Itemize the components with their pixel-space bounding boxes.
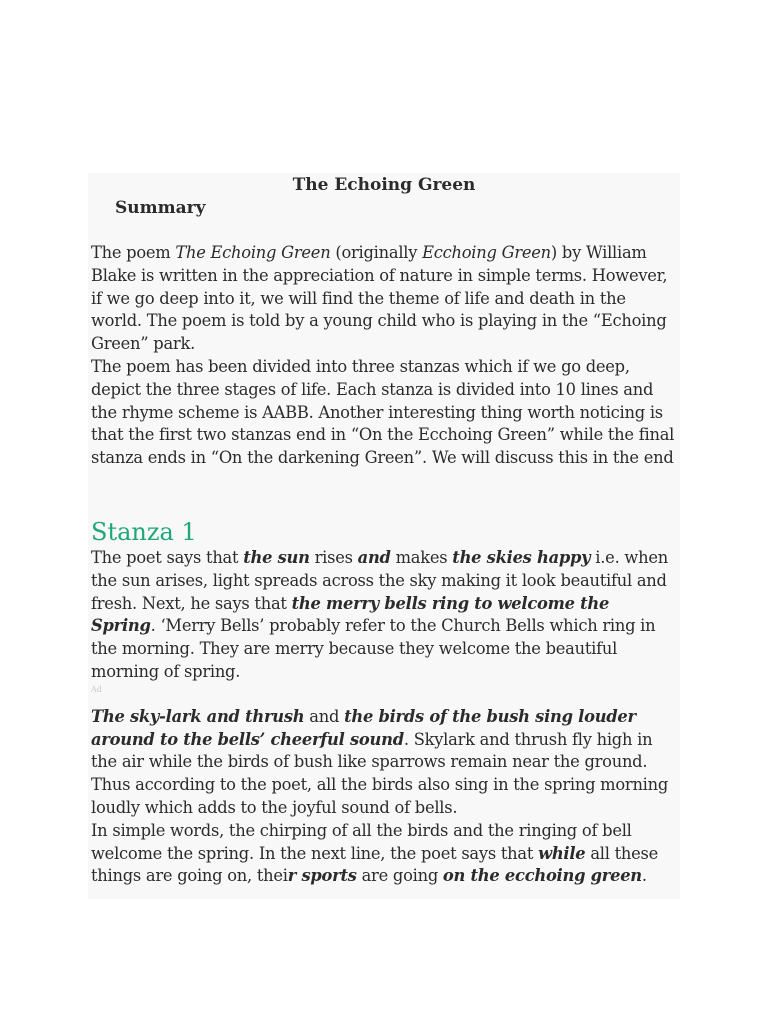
document-page (88, 173, 680, 899)
summary-heading: Summary (115, 198, 206, 218)
stanza-1-paragraph-3: In simple words, the chirping of all the birds and the ringing of bell welcome the spring. In the next line, the poet says that while all these things are going on, their sports are going on the ecchoing green. (91, 820, 659, 886)
stanza-1-paragraph-2: The sky-lark and thrush and the birds of the bush sing louder around to the bells’ cheerful sound. Skylark and thrush fly high in the air while the birds of bush like sparrows remain near the ground. Thus according to the poet, all the birds also sing in the spring morning loudly which adds to the joyful sound of bells. (91, 706, 669, 817)
intro-paragraph-2: The poem has been divided into three stanzas which if we go deep, depict the three stages of life. Each stanza is divided into 10 lines and the rhyme scheme is AABB. Another interesting thing worth noticing is that the first two stanzas end in “On the Ecchoing Green” while the final stanza ends in “On the darkening Green”. We will discuss this in the end (91, 356, 675, 468)
intro-paragraph-1: The poem The Echoing Green (originally Ecchoing Green) by William Blake is written in the appreciation of nature in simple terms. However, if we go deep into it, we will find the theme of life and death in the world. The poem is told by a young child who is playing in the “Echoing Green” park. (91, 243, 668, 354)
stanza-1-heading: Stanza 1 (91, 517, 197, 546)
document-title: The Echoing Green (292, 175, 476, 195)
ad-label: Ad (91, 684, 102, 694)
stanza-1-paragraph-1: The poet says that the sun rises and makes the skies happy i.e. when the sun arises, light spreads across the sky making it look beautiful and fresh. Next, he says that the merry bells ring to welcome the Spring. ‘Merry Bells’ probably refer to the Church Bells which ring in the morning. They are merry because they welcome the beautiful morning of spring. (91, 547, 668, 681)
